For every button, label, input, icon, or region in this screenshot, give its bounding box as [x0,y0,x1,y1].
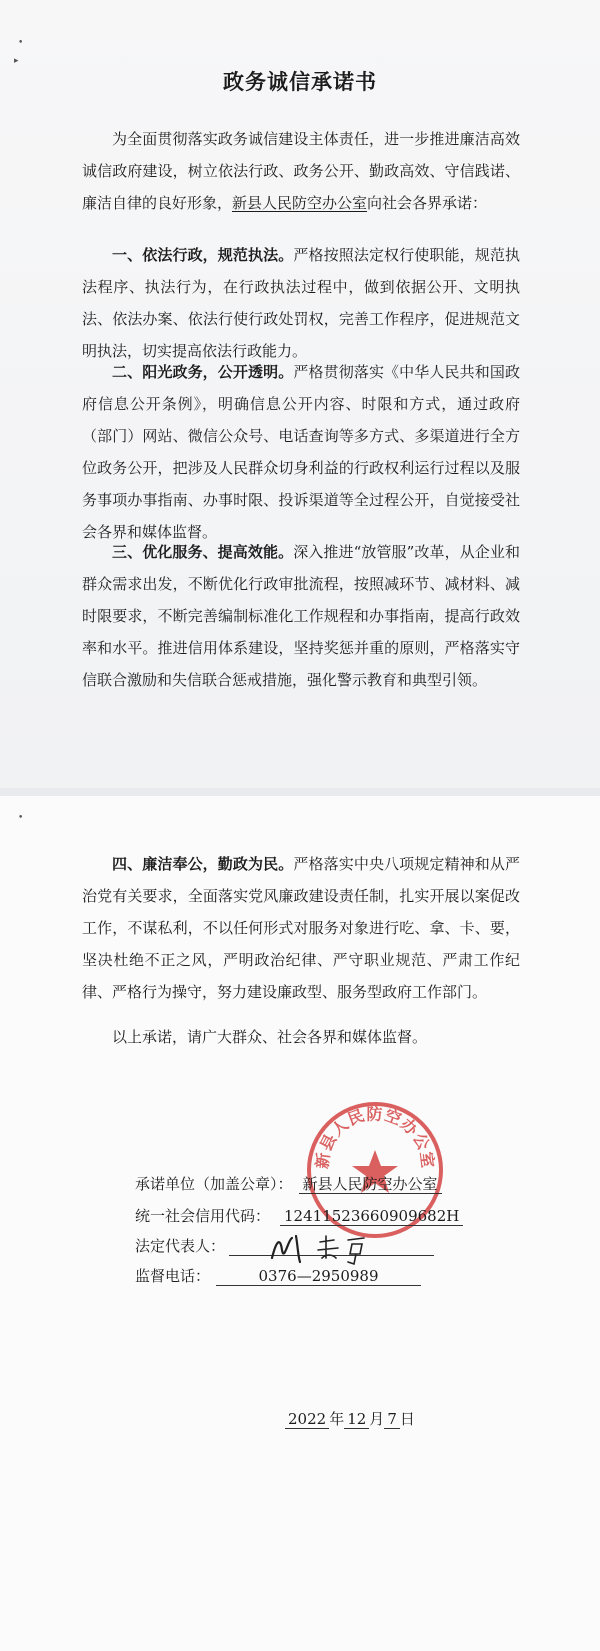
section-1 [82,239,520,367]
unit-label: 承诺单位（加盖公章）： [135,1175,293,1193]
intro-unit: 新县人民防空办公室 [232,194,368,212]
phone-row [135,1265,421,1286]
phone-value: 0376—2950989 [216,1267,421,1286]
section-2 [82,356,520,548]
representative-label: 法定代表人： [135,1237,226,1255]
binding-mark-top: • [18,38,24,48]
credit-code-label: 统一社会信用代码： [135,1207,271,1225]
date-day-unit: 日 [399,1410,415,1428]
section-2-lead: 二、阳光政务，公开透明。 [112,363,294,381]
credit-code-row [135,1205,463,1226]
section-3-body: 深入推进“放管服”改革，从企业和群众需求出发，不断优化行政审批流程，按照减环节、减材料、减时限要求，不断完善编制标准化工作规程和办事指南，提高行政效率和水平。推进信用体系建设，坚持奖惩并重的原则，严格落实守信联合激励和失信联合惩戒措施，强化警示教育和典型引领。 [82,543,520,689]
document-title: 政务诚信承诺书 [223,70,377,94]
intro-paragraph [82,123,520,219]
credit-code-value: 12411523660909682H [280,1207,463,1226]
section-4 [82,848,520,1008]
section-2-body: 严格贯彻落实《中华人民共和国政府信息公开条例》，明确信息公开内容、时限和方式，通过政府（部门）网站、微信公众号、电话查询等多方式、多渠道进行全方位政务公开，把涉及人民群众切身利益的行政权利运行过程以及服务事项办事指南、办事时限、投诉渠道等全过程公开，自觉接受社会各界和媒体监督。 [82,363,520,541]
date-year-unit: 年 [329,1410,345,1428]
date-month-unit: 月 [369,1410,385,1428]
phone-label: 监督电话： [135,1267,211,1285]
unit-value: 新县人民防空办公室 [299,1175,442,1194]
section-3 [82,536,520,696]
date-day: 7 [384,1410,400,1429]
date-year: 2022 [285,1410,329,1429]
closing-paragraph: 以上承诺，请广大群众、社会各界和媒体监督。 [112,1028,428,1046]
seal-text: 新县人民防空办公室 [312,1104,438,1170]
section-1-body: 严格按照法定权行使职能，规范执法程序、执法行为，在行政执法过程中，做到依据公开、文明执法、依法办案、依法行使行政处罚权，完善工作程序，促进规范文明执法，切实提高依法行政能力。 [82,246,520,360]
intro-after: 向社会各界承诺： [367,194,488,212]
date-line [285,1408,415,1429]
section-4-lead: 四、廉洁奉公，勤政为民。 [112,855,294,873]
binding-mark-page2: • [18,813,24,823]
binding-mark-bottom: ▸ [14,56,19,66]
section-4-body: 严格落实中央八项规定精神和从严治党有关要求，全面落实党风廉政建设责任制，扎实开展以案促改工作，不谋私利，不以任何形式对服务对象进行吃、拿、卡、要，坚决杜绝不正之风，严明政治纪律、严守职业规范、严肃工作纪律、严格行为操守，努力建设廉政型、服务型政府工作部门。 [82,855,520,1001]
section-1-lead: 一、依法行政，规范执法。 [112,246,294,264]
date-month: 12 [344,1410,369,1429]
section-3-lead: 三、优化服务、提高效能。 [112,543,294,561]
unit-row [135,1173,442,1194]
handwritten-signature-icon [268,1228,378,1268]
intro-before: 为全面贯彻落实政务诚信建设主体责任，进一步推进廉洁高效诚信政府建设，树立依法行政、政务公开、勤政高效、守信践诺、廉洁自律的良好形象， [82,130,520,212]
